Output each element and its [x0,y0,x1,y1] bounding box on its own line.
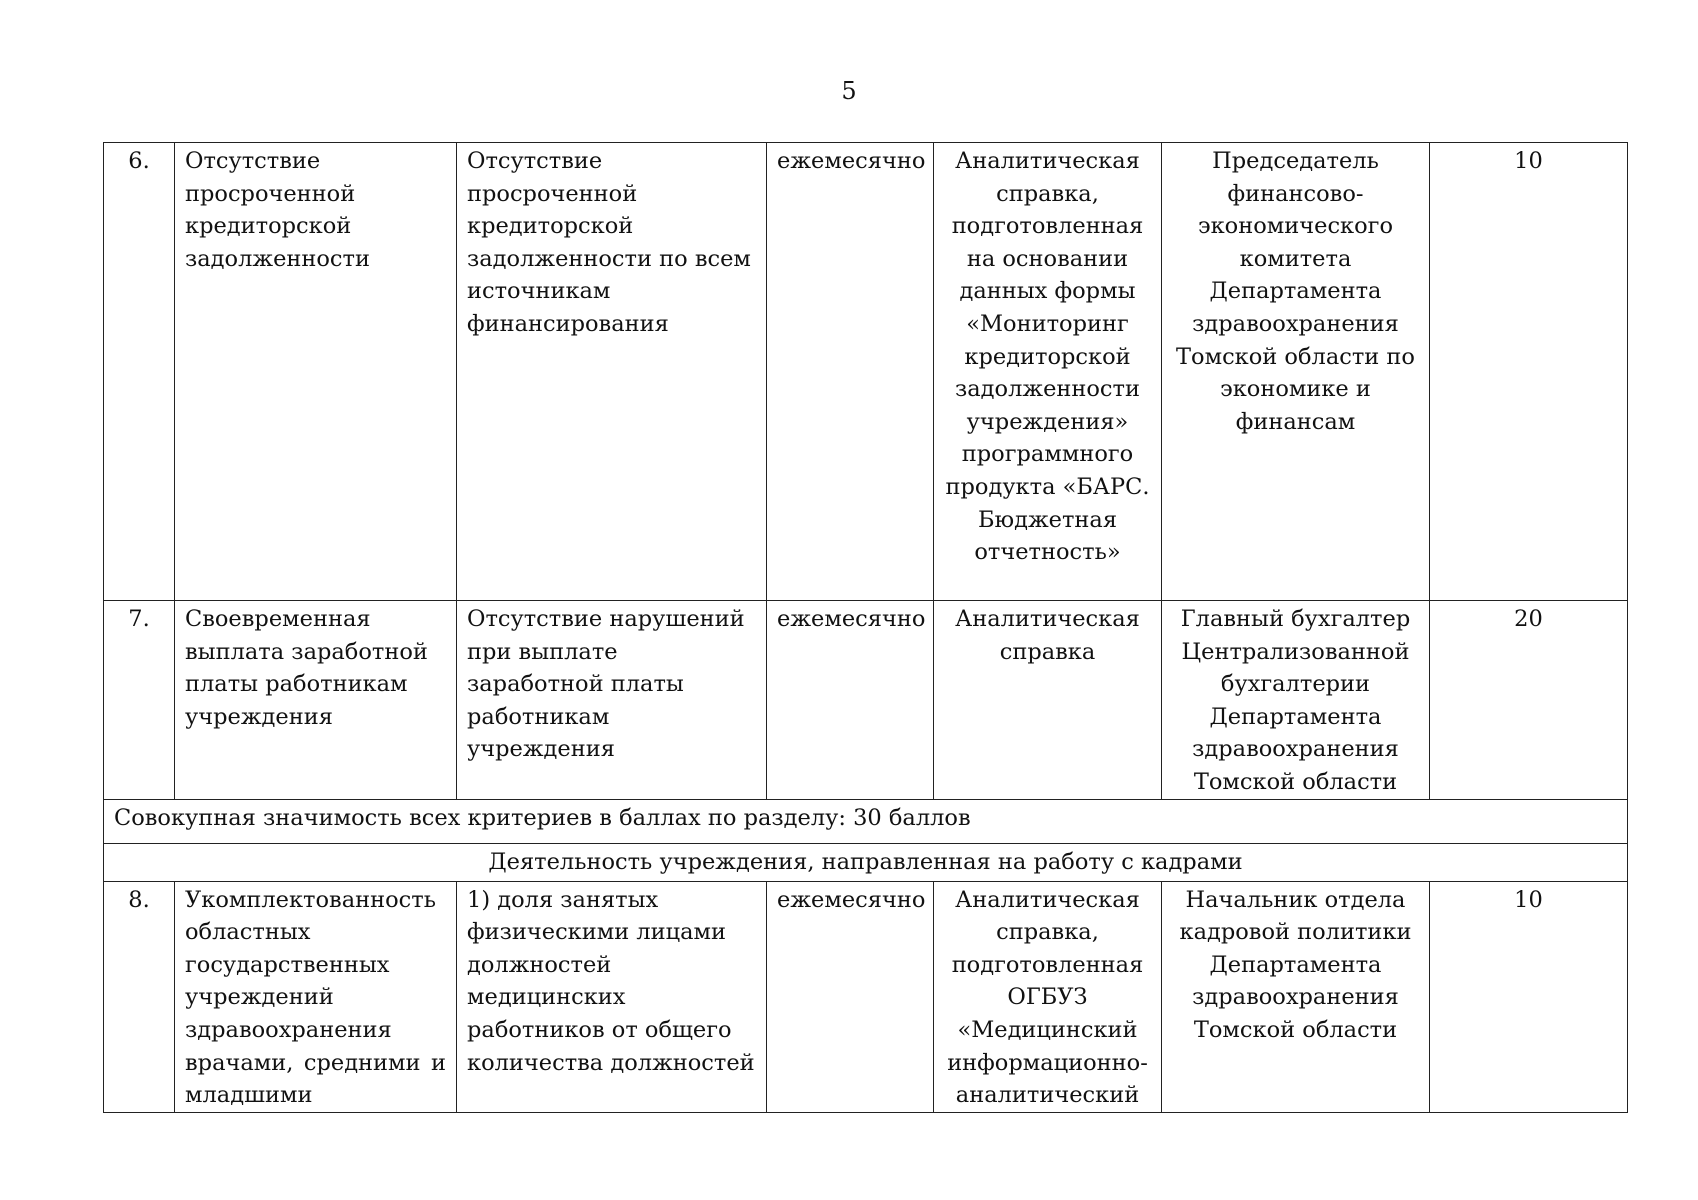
page-number: 5 [841,77,857,105]
total-text: Совокупная значимость всех критериев в баллах по разделу: 30 баллов [104,799,1628,843]
points-cell: 20 [1430,601,1628,800]
responsible-cell: Главный бухгалтер Централизованной бухгалтерии Департамента здравоохранения Томской области [1162,601,1430,800]
source-cell: Аналитическая справка, подготовленная ОГБУЗ «Медицинский информационно-аналитический [934,881,1162,1112]
table-row [104,601,1628,800]
frequency-cell: ежемесячно [767,601,934,800]
source-cell: Аналитическая справка, подготовленная на основании данных формы «Мониторинг кредиторской задолженности учреждения» программного продукта «БАРС. Бюджетная отчетность» [934,143,1162,601]
responsible-cell: Начальник отдела кадровой политики Департамента здравоохранения Томской области [1162,881,1430,1112]
indicator-cell: 1) доля занятых физическими лицами должностей медицинских работников от общего количества должностей [457,881,767,1112]
source-cell: Аналитическая справка [934,601,1162,800]
indicator-cell: Отсутствие просроченной кредиторской задолженности по всем источникам финансирования [457,143,767,601]
table-row [104,143,1628,601]
row-number: 7. [104,601,175,800]
section-row [104,843,1628,881]
section-title: Деятельность учреждения, направленная на работу с кадрами [104,843,1628,881]
indicator-cell: Отсутствие нарушений при выплате заработной платы работникам учреждения [457,601,767,800]
table-row [104,881,1628,1112]
criterion-cell: Укомплектованность областных государственных учреждений здравоохранения врачами, средними и младшими [175,881,457,1112]
points-cell: 10 [1430,143,1628,601]
frequency-cell: ежемесячно [767,143,934,601]
criterion-cell: Отсутствие просроченной кредиторской задолженности [175,143,457,601]
row-number: 6. [104,143,175,601]
responsible-cell: Председатель финансово-экономического комитета Департамента здравоохранения Томской области по экономике и финансам [1162,143,1430,601]
row-number: 8. [104,881,175,1112]
frequency-cell: ежемесячно [767,881,934,1112]
points-cell: 10 [1430,881,1628,1112]
criterion-cell: Своевременная выплата заработной платы работникам учреждения [175,601,457,800]
criteria-table [103,142,1628,1113]
total-row [104,799,1628,843]
